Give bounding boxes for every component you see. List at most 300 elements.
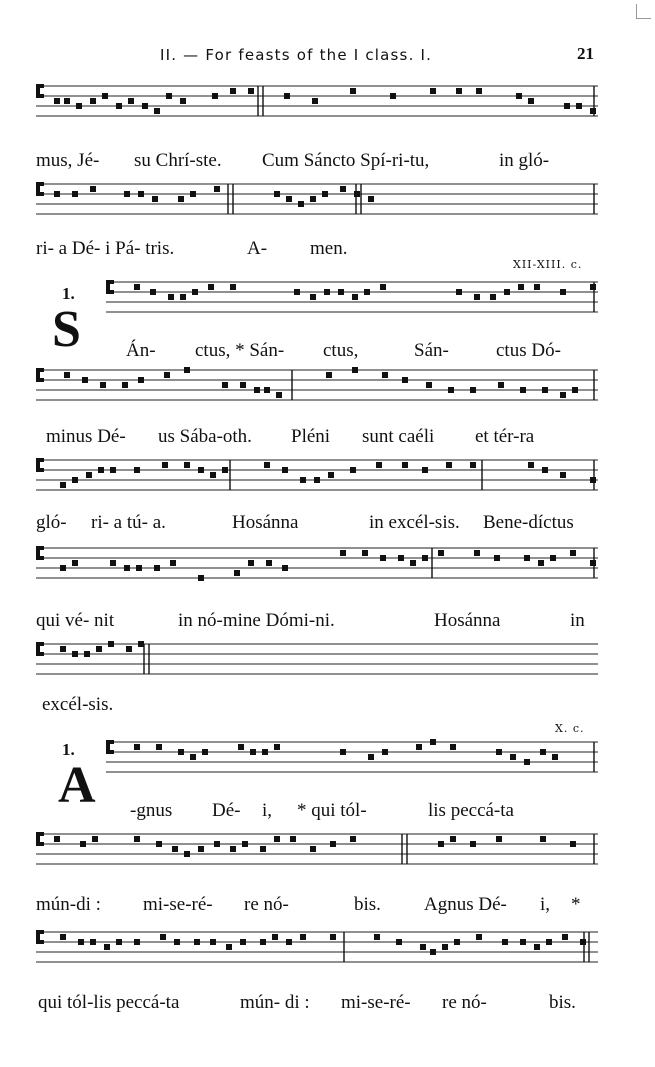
neume <box>72 477 78 483</box>
do-clef-head <box>40 642 44 646</box>
neume <box>476 934 482 940</box>
neume <box>330 934 336 940</box>
do-clef-foot <box>40 940 44 944</box>
neume <box>376 462 382 468</box>
do-clef-foot <box>40 842 44 846</box>
neume <box>534 284 540 290</box>
neume <box>402 462 408 468</box>
neume <box>110 467 116 473</box>
neume <box>390 93 396 99</box>
neume <box>496 749 502 755</box>
neume <box>264 462 270 468</box>
neume <box>122 382 128 388</box>
neume <box>284 93 290 99</box>
lyric-4-4: sunt caéli <box>362 426 435 447</box>
neume <box>430 88 436 94</box>
neume <box>310 294 316 300</box>
neume <box>552 754 558 760</box>
staff-5-notation <box>36 452 598 508</box>
lyric-10-1: qui tól-lis peccá-ta <box>38 992 180 1013</box>
neume <box>282 467 288 473</box>
neume <box>474 550 480 556</box>
neume <box>266 560 272 566</box>
do-clef-foot <box>40 192 44 196</box>
neume <box>134 836 140 842</box>
neume <box>82 377 88 383</box>
neume <box>64 98 70 104</box>
neume <box>64 372 70 378</box>
neume <box>576 103 582 109</box>
neume <box>520 939 526 945</box>
lyric-10-5: bis. <box>549 992 576 1013</box>
neume <box>208 284 214 290</box>
neume <box>350 836 356 842</box>
agnus-number: 1. <box>62 740 75 759</box>
neume <box>162 462 168 468</box>
neume <box>136 565 142 571</box>
crop-mark <box>636 4 651 19</box>
neume <box>72 191 78 197</box>
neume <box>446 462 452 468</box>
neume <box>210 472 216 478</box>
do-clef-head <box>40 182 44 186</box>
neume <box>238 744 244 750</box>
neume <box>470 387 476 393</box>
neume <box>494 555 500 561</box>
do-clef-foot <box>40 652 44 656</box>
do-clef <box>36 182 40 196</box>
neume <box>274 191 280 197</box>
neume <box>430 949 436 955</box>
lyric-5-3: Hosánna <box>232 512 299 533</box>
staff-10-notation <box>36 924 598 984</box>
neume <box>250 749 256 755</box>
neume <box>198 846 204 852</box>
neume <box>230 284 236 290</box>
lyric-9-1: mún-di : <box>36 894 101 915</box>
lyric-9-4: bis. <box>354 894 381 915</box>
neume <box>98 467 104 473</box>
do-clef <box>36 84 40 98</box>
lyric-8-3: i, <box>262 800 273 821</box>
neume <box>402 377 408 383</box>
neume <box>172 846 178 852</box>
neume <box>510 754 516 760</box>
staff-3 <box>106 268 598 328</box>
do-clef <box>36 368 40 382</box>
neume <box>286 196 292 202</box>
neume <box>60 482 66 488</box>
neume <box>364 289 370 295</box>
neume <box>210 939 216 945</box>
neume <box>178 749 184 755</box>
neume <box>156 744 162 750</box>
neume <box>152 196 158 202</box>
lyric-4-2: us Sába-oth. <box>158 426 252 447</box>
staff-7 <box>36 636 598 692</box>
staff-9-notation <box>36 826 598 886</box>
neume <box>160 934 166 940</box>
neume <box>590 560 596 566</box>
lyric-9-5: Agnus Dé- <box>424 894 507 915</box>
neume <box>516 93 522 99</box>
neume <box>116 939 122 945</box>
neume <box>560 289 566 295</box>
staff-9 <box>36 826 598 886</box>
neume <box>560 392 566 398</box>
lyric-9-2: mi-se-ré- <box>143 894 213 915</box>
neume <box>590 477 596 483</box>
neume <box>528 98 534 104</box>
neume <box>426 382 432 388</box>
neume <box>518 284 524 290</box>
neume <box>542 387 548 393</box>
neume <box>286 939 292 945</box>
neume <box>380 284 386 290</box>
neume <box>222 382 228 388</box>
neume <box>310 846 316 852</box>
neume <box>330 841 336 847</box>
neume <box>108 641 114 647</box>
lyric-3-4: Sán- <box>414 340 449 361</box>
neume <box>322 191 328 197</box>
neume <box>240 939 246 945</box>
neume <box>262 749 268 755</box>
neume <box>438 841 444 847</box>
neume <box>154 108 160 114</box>
neume <box>92 836 98 842</box>
neume <box>368 754 374 760</box>
neume <box>156 841 162 847</box>
do-clef-foot <box>40 556 44 560</box>
neume <box>528 462 534 468</box>
lyric-6-2: in nó-mine Dómi-ni. <box>178 610 335 631</box>
agnus-mode: X. c. <box>555 722 585 735</box>
neume <box>174 939 180 945</box>
lyric-4-3: Pléni <box>291 426 331 447</box>
neume <box>194 939 200 945</box>
neume <box>338 289 344 295</box>
neume <box>498 382 504 388</box>
neume <box>100 382 106 388</box>
do-clef <box>36 546 40 560</box>
lyric-2-3: men. <box>310 238 348 259</box>
neume <box>260 939 266 945</box>
do-clef-head <box>40 368 44 372</box>
lyric-3-1: Án- <box>126 340 156 361</box>
neume <box>214 841 220 847</box>
lyric-4-1: minus Dé- <box>46 426 126 447</box>
do-clef-head <box>40 832 44 836</box>
neume <box>170 560 176 566</box>
staff-4 <box>36 362 598 418</box>
neume <box>564 103 570 109</box>
do-clef <box>106 740 110 754</box>
staff-2-notation <box>36 176 598 226</box>
lyric-6-4: in <box>570 610 585 631</box>
neume <box>422 467 428 473</box>
neume <box>416 744 422 750</box>
lyric-5-1: gló- <box>36 512 67 533</box>
neume <box>502 939 508 945</box>
neume <box>84 651 90 657</box>
neume <box>326 372 332 378</box>
lyric-10-3: mi-se-ré- <box>341 992 411 1013</box>
neume <box>214 186 220 192</box>
neume <box>116 103 122 109</box>
neume <box>550 555 556 561</box>
neume <box>248 560 254 566</box>
lyric-10-2: mún- di : <box>240 992 310 1013</box>
neume <box>398 555 404 561</box>
do-clef-head <box>40 546 44 550</box>
neume <box>274 836 280 842</box>
neume <box>422 555 428 561</box>
lyric-3-2: ctus, * Sán- <box>195 340 285 361</box>
neume <box>198 467 204 473</box>
neume <box>380 555 386 561</box>
neume <box>350 467 356 473</box>
neume <box>80 841 86 847</box>
neume <box>580 939 586 945</box>
lyric-2-1: ri- a Dé- i Pá- tris. <box>36 238 175 259</box>
neume <box>168 294 174 300</box>
lyric-10-4: re nó- <box>442 992 487 1013</box>
neume <box>230 88 236 94</box>
do-clef-foot <box>40 378 44 382</box>
neume <box>534 944 540 950</box>
neume <box>570 841 576 847</box>
staff-7-notation <box>36 636 598 692</box>
neume <box>76 103 82 109</box>
neume <box>134 744 140 750</box>
neume <box>410 560 416 566</box>
staff-10 <box>36 924 598 984</box>
neume <box>448 387 454 393</box>
neume <box>490 294 496 300</box>
neume <box>546 939 552 945</box>
staff-1 <box>36 78 598 128</box>
neume <box>90 939 96 945</box>
neume <box>128 98 134 104</box>
do-clef <box>36 642 40 656</box>
neume <box>450 744 456 750</box>
neume <box>590 108 596 114</box>
neume <box>134 939 140 945</box>
lyric-7-1: excél-sis. <box>42 694 114 715</box>
neume <box>190 191 196 197</box>
neume <box>110 560 116 566</box>
lyric-5-2: ri- a tú- a. <box>91 512 166 533</box>
neume <box>476 88 482 94</box>
neume <box>276 392 282 398</box>
neume <box>382 372 388 378</box>
neume <box>504 289 510 295</box>
lyric-3-3: ctus, <box>323 340 359 361</box>
do-clef <box>106 280 110 294</box>
agnus-initial: A <box>58 757 96 814</box>
neume <box>134 284 140 290</box>
neume <box>90 186 96 192</box>
neume <box>254 387 260 393</box>
neume <box>124 191 130 197</box>
neume <box>328 472 334 478</box>
neume <box>78 939 84 945</box>
neume <box>314 477 320 483</box>
do-clef <box>36 832 40 846</box>
do-clef-head <box>40 84 44 88</box>
neume <box>184 462 190 468</box>
neume <box>396 939 402 945</box>
neume <box>310 196 316 202</box>
lyric-5-4: in excél-sis. <box>369 512 460 533</box>
lyric-8-4: * qui tól- <box>297 800 367 821</box>
neume <box>90 98 96 104</box>
neume <box>190 754 196 760</box>
staff-2 <box>36 176 598 226</box>
neume <box>248 88 254 94</box>
neume <box>420 944 426 950</box>
neume <box>274 744 280 750</box>
staff-4-notation <box>36 362 598 418</box>
do-clef-head <box>110 740 114 744</box>
neume <box>538 560 544 566</box>
neume <box>96 646 102 652</box>
do-clef <box>36 458 40 472</box>
neume <box>264 387 270 393</box>
neume <box>352 294 358 300</box>
neume <box>180 294 186 300</box>
neume <box>282 565 288 571</box>
neume <box>72 560 78 566</box>
neume <box>180 98 186 104</box>
neume <box>456 88 462 94</box>
neume <box>470 841 476 847</box>
sanctus-mode: XII-XIII. c. <box>513 258 583 271</box>
neume <box>438 550 444 556</box>
do-clef-foot <box>40 468 44 472</box>
sanctus-initial: S <box>52 301 81 358</box>
neume <box>442 944 448 950</box>
lyric-1-4: in gló- <box>499 150 550 171</box>
page-number: 21 <box>577 44 594 63</box>
lyric-5-5: Bene-díctus <box>483 512 574 533</box>
neume <box>60 646 66 652</box>
neume <box>350 88 356 94</box>
neume <box>290 836 296 842</box>
neume <box>324 289 330 295</box>
neume <box>430 739 436 745</box>
neume <box>496 836 502 842</box>
lyric-6-1: qui vé- nit <box>36 610 115 631</box>
lyric-1-1: mus, Jé- <box>36 150 100 171</box>
neume <box>54 191 60 197</box>
neume <box>240 382 246 388</box>
neume <box>234 570 240 576</box>
neume <box>354 191 360 197</box>
neume <box>54 98 60 104</box>
neume <box>150 289 156 295</box>
staff-8-notation <box>106 728 598 788</box>
neume <box>126 646 132 652</box>
lyric-4-5: et tér-ra <box>475 426 535 447</box>
lyric-8-2: Dé- <box>212 800 241 821</box>
do-clef-head <box>40 458 44 462</box>
neume <box>142 103 148 109</box>
neume <box>562 934 568 940</box>
neume <box>72 651 78 657</box>
neume <box>294 289 300 295</box>
lyric-8-5: lis peccá-ta <box>428 800 514 821</box>
neume <box>184 367 190 373</box>
lyric-1-3: Cum Sáncto Spí-ri-tu, <box>262 150 430 171</box>
lyric-3-5: ctus Dó- <box>496 340 561 361</box>
neume <box>104 944 110 950</box>
staff-6-notation <box>36 540 598 600</box>
neume <box>340 550 346 556</box>
neume <box>524 555 530 561</box>
running-title: II. — For feasts of the I class. I. <box>160 46 433 64</box>
neume <box>542 467 548 473</box>
neume <box>226 944 232 950</box>
neume <box>60 565 66 571</box>
neume <box>590 284 596 290</box>
lyric-2-2: A- <box>247 238 268 259</box>
neume <box>178 196 184 202</box>
lyric-6-3: Hosánna <box>434 610 501 631</box>
do-clef-foot <box>40 94 44 98</box>
neume <box>300 477 306 483</box>
neume <box>54 836 60 842</box>
neume <box>524 759 530 765</box>
neume <box>222 467 228 473</box>
lyric-9-6: i, <box>540 894 551 915</box>
neume <box>382 749 388 755</box>
neume <box>374 934 380 940</box>
neume <box>60 934 66 940</box>
neume <box>86 472 92 478</box>
neume <box>138 191 144 197</box>
neume <box>184 851 190 857</box>
lyric-1-2: su Chrí-ste. <box>134 150 222 171</box>
neume <box>164 372 170 378</box>
do-clef-foot <box>110 290 114 294</box>
do-clef <box>36 930 40 944</box>
neume <box>572 387 578 393</box>
neume <box>138 641 144 647</box>
do-clef-head <box>110 280 114 284</box>
neume <box>102 93 108 99</box>
neume <box>340 749 346 755</box>
neume <box>368 196 374 202</box>
sanctus-number: 1. <box>62 284 75 303</box>
neume <box>520 387 526 393</box>
neume <box>298 201 304 207</box>
neume <box>340 186 346 192</box>
neume <box>192 289 198 295</box>
neume <box>198 575 204 581</box>
do-clef-head <box>40 930 44 934</box>
neume <box>134 467 140 473</box>
neume <box>540 749 546 755</box>
neume <box>154 565 160 571</box>
lyric-9-3: re nó- <box>244 894 289 915</box>
neume <box>352 367 358 373</box>
neume <box>138 377 144 383</box>
neume <box>242 841 248 847</box>
neume <box>454 939 460 945</box>
neume <box>272 934 278 940</box>
